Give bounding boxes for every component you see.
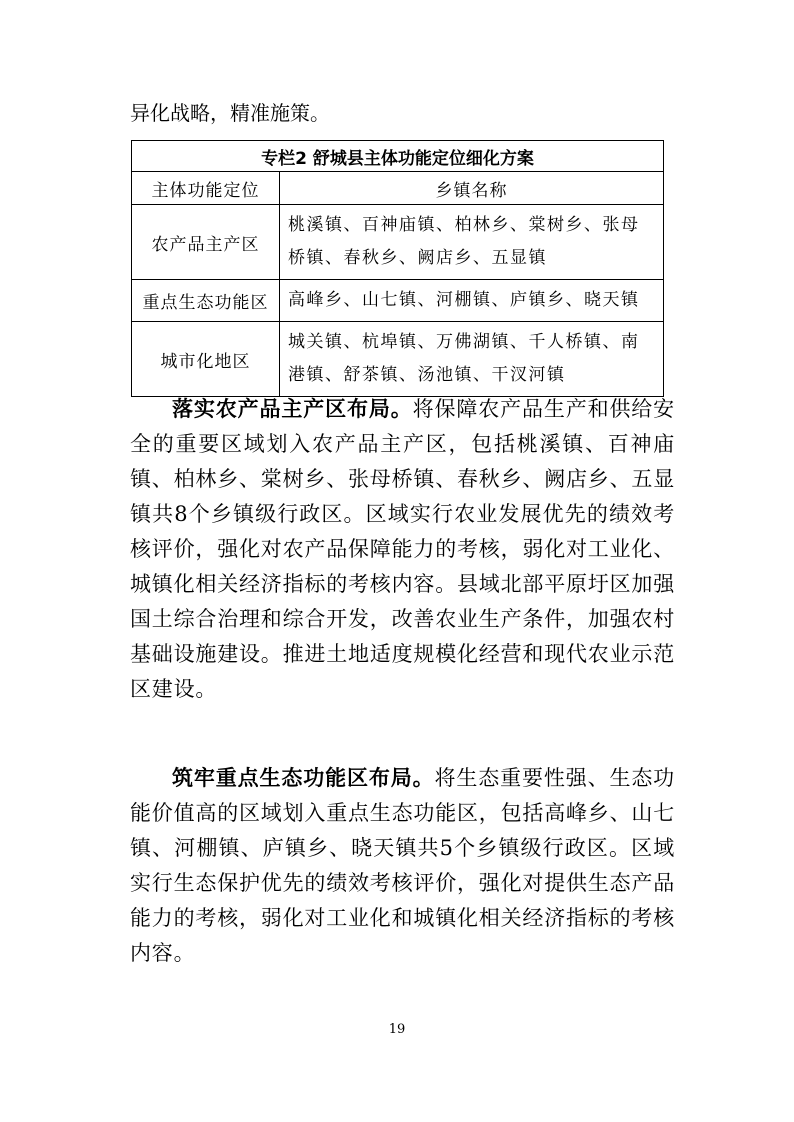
paragraph [130,761,675,971]
paragraph-body: 将保障农产品生产和供给安全的重要区域划入农产品主产区，包括桃溪镇、百神庙镇、柏林乡、棠树乡、张母桥镇、春秋乡、阙店乡、五显镇共8个乡镇级行政区。区域实行农业发展优先的绩效考核评价，强化对农产品保障能力的考核，弱化对工业化、城镇化相关经济指标的考核内容。县域北部平原圩区加强国土综合治理和综合开发，改善农业生产条件，加强农村基础设施建设。推进土地适度规模化经营和现代农业示范区建设。 [130,397,675,701]
table-title: 专栏2 舒城县主体功能定位细化方案 [132,141,664,172]
zone-cell: 重点生态功能区 [132,280,280,322]
zone-cell: 农产品主产区 [132,205,280,280]
table-row [132,322,664,397]
paragraph-lead: 筑牢重点生态功能区布局。 [172,766,435,790]
paragraph [130,392,675,707]
paragraph-lead: 落实农产品主产区布局。 [172,397,413,421]
zoning-table [131,140,664,397]
table-header-row [132,172,664,205]
table-row [132,280,664,322]
paragraph-body: 将生态重要性强、生态功能价值高的区域划入重点生态功能区，包括高峰乡、山七镇、河棚镇、庐镇乡、晓天镇共5个乡镇级行政区。区域实行生态保护优先的绩效考核评价，强化对提供生态产品能力的考核，弱化对工业化和城镇化相关经济指标的考核内容。 [130,766,675,965]
towns-cell: 城关镇、杭埠镇、万佛湖镇、千人桥镇、南港镇、舒茶镇、汤池镇、干汊河镇 [280,322,664,397]
table-row [132,205,664,280]
towns-cell: 桃溪镇、百神庙镇、柏林乡、棠树乡、张母桥镇、春秋乡、阙店乡、五显镇 [280,205,664,280]
lead-text: 异化战略，精准施策。 [130,101,330,125]
zone-cell: 城市化地区 [132,322,280,397]
header-zone: 主体功能定位 [132,172,280,205]
table-caption-row [132,141,664,172]
page-number: 19 [388,1022,406,1037]
towns-cell: 高峰乡、山七镇、河棚镇、庐镇乡、晓天镇 [280,280,664,322]
header-towns: 乡镇名称 [280,172,664,205]
